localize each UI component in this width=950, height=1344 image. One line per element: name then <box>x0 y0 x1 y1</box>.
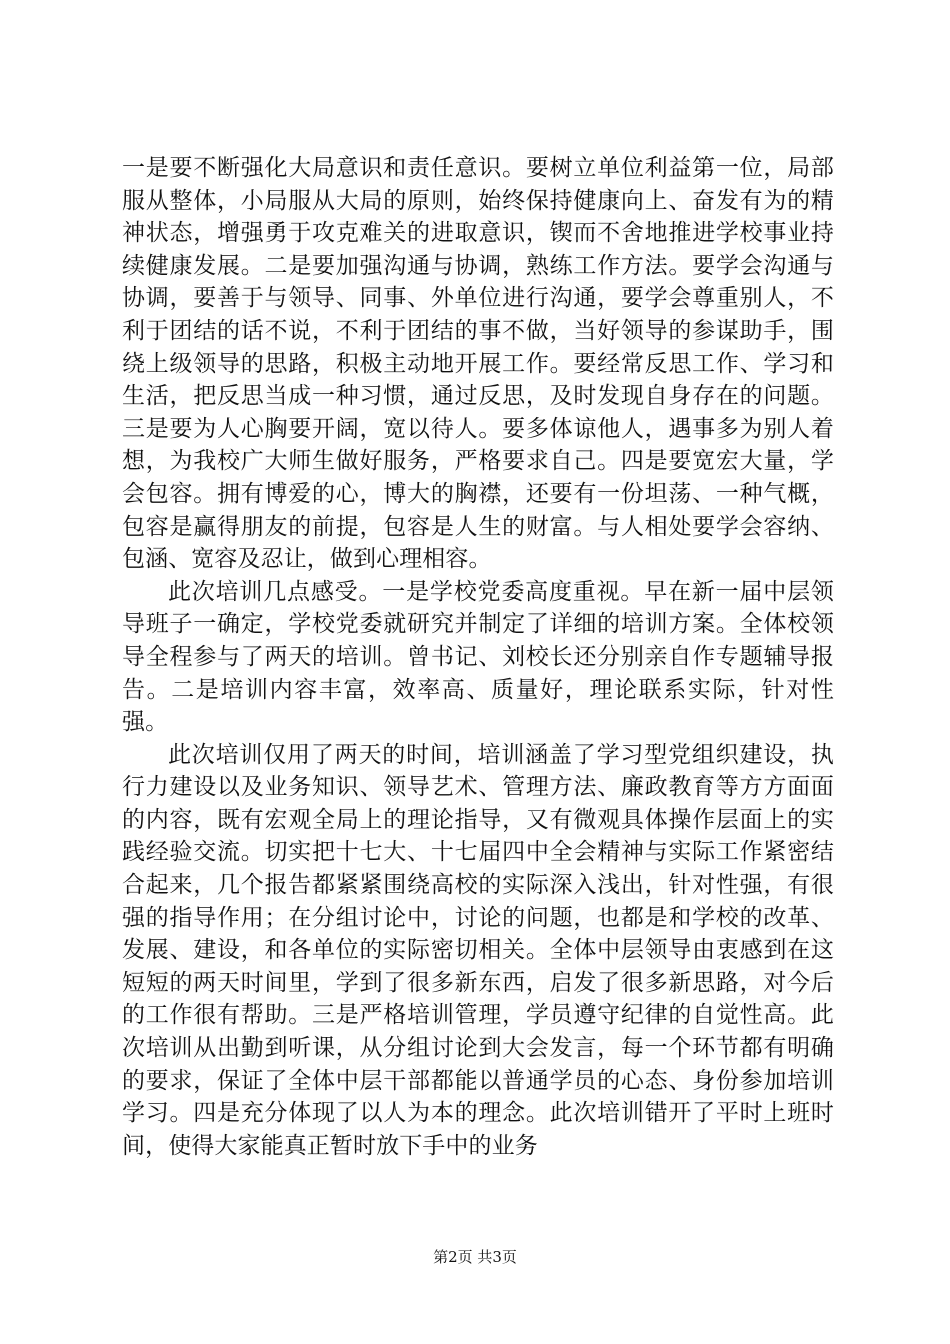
page-footer <box>0 1246 950 1267</box>
paragraph-2: 此次培训几点感受。一是学校党委高度重视。早在新一届中层领导班子一确定，学校党委就研究并制定了详细的培训方案。全体校领导全程参与了两天的培训。曾书记、刘校长还分别亲自作专题辅导报告。二是培训内容丰富，效率高、质量好，理论联系实际，针对性强。 <box>122 578 834 736</box>
paragraph-3: 此次培训仅用了两天的时间，培训涵盖了学习型党组织建设，执行力建设以及业务知识、领导艺术、管理方法、廉政教育等方方面面的内容，既有宏观全局上的理论指导，又有微观具体操作层面上的实践经验交流。切实把十七大、十七届四中全会精神与实际工作紧密结合起来，几个报告都紧紧围绕高校的实际深入浅出，针对性强，有很强的指导作用；在分组讨论中，讨论的问题，也都是和学校的改革、发展、建设，和各单位的实际密切相关。全体中层领导由衷感到在这短短的两天时间里，学到了很多新东西，启发了很多新思路，对今后的工作很有帮助。三是严格培训管理，学员遵守纪律的自觉性高。此次培训从出勤到听课，从分组讨论到大会发言，每一个环节都有明确的要求，保证了全体中层干部都能以普通学员的心态、身份参加培训学习。四是充分体现了以人为本的理念。此次培训错开了平时上班时间，使得大家能真正暂时放下手中的业务 <box>122 741 834 1159</box>
document-body <box>122 152 834 1162</box>
page-number-label: 第2页 共3页 <box>433 1248 517 1266</box>
paragraph-1: 一是要不断强化大局意识和责任意识。要树立单位利益第一位，局部服从整体，小局服从大局的原则，始终保持健康向上、奋发有为的精神状态，增强勇于攻克难关的进取意识，锲而不舍地推进学校事业持续健康发展。二是要加强沟通与协调，熟练工作方法。要学会沟通与协调，要善于与领导、同事、外单位进行沟通，要学会尊重别人，不利于团结的话不说，不利于团结的事不做，当好领导的参谋助手，围绕上级领导的思路，积极主动地开展工作。要经常反思工作、学习和生活，把反思当成一种习惯，通过反思，及时发现自身存在的问题。三是要为人心胸要开阔，宽以待人。要多体谅他人，遇事多为别人着想，为我校广大师生做好服务，严格要求自己。四是要宽宏大量，学会包容。拥有博爱的心，博大的胸襟，还要有一份坦荡、一种气概，包容是赢得朋友的前提，包容是人生的财富。与人相处要学会容纳、包涵、宽容及忍让，做到心理相容。 <box>122 155 834 573</box>
